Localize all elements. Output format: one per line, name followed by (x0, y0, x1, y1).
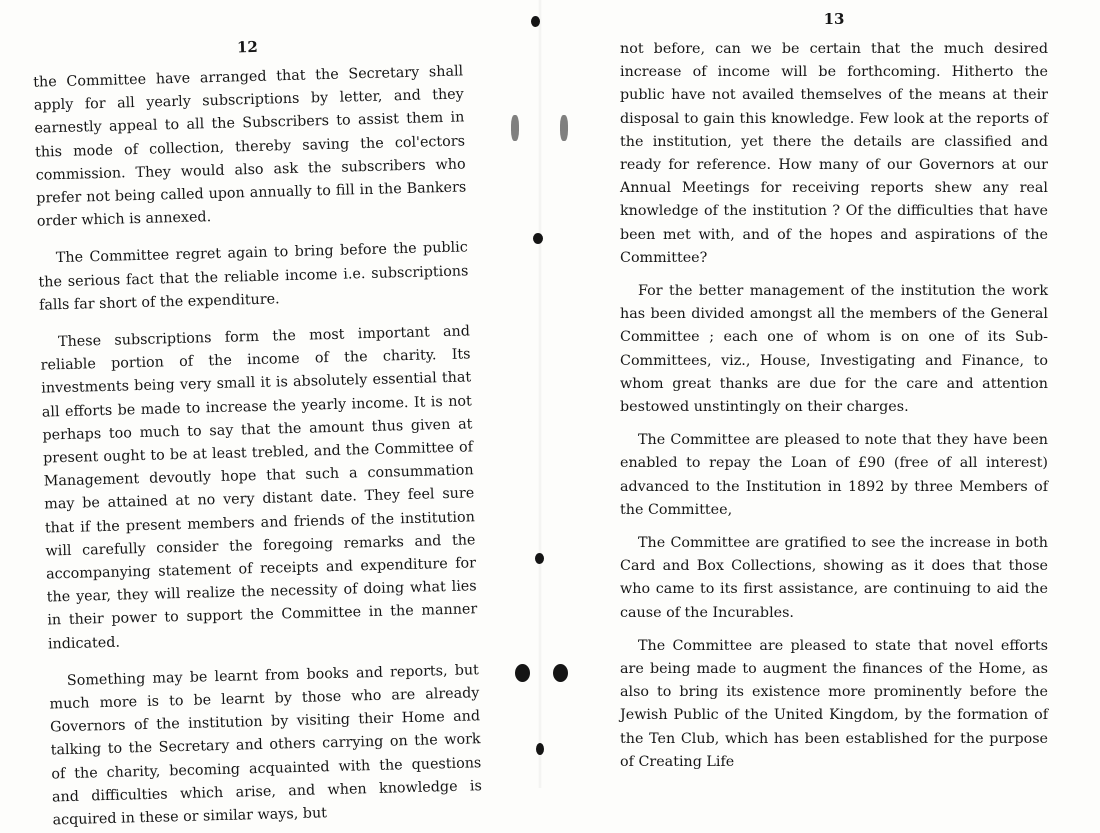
right-paragraph-1: not before, can we be certain that the much desired increase of income will be forthcoming. Hitherto the public have not availed themselves of the means at their disposal to gain this knowledge. Few look at the reports of the institution, yet there the details are classified and ready for reference. How many of our Governors at our Annual Meetings for receiving reports shew any real knowledge of the institution ? Of the difficulties that have been met with, and of the hopes and aspirations of the Committee? (620, 41, 1048, 266)
book-gutter (538, 0, 542, 788)
left-paragraph-1: the Committee have arranged that the Secretary shall apply for all yearly subscriptions by letter, and they earnestly appeal to all the Subscribers to assist them in this mode of collection, thereby saving the col'ectors commission. They would also ask the subscribers who prefer not being called upon annually to fill in the Bankers order which is annexed. (33, 63, 467, 230)
page-number-left: 12 (236, 37, 259, 57)
page-number-right: 13 (823, 10, 845, 28)
right-paragraph-5: The Committee are pleased to state that novel efforts are being made to augment the finances of the Home, as also to bring its existence more prominently before the Jewish Public of the United Kingdom, by the formation of the Ten Club, which has been established for the purpose of Creating Life (620, 637, 1048, 770)
ink-blot-lower-right (553, 664, 568, 682)
ink-blot-bottom (536, 743, 544, 755)
left-paragraph-4: Something may be learnt from books and reports, but much more is to be learnt by those who are already Governors of the institution by visiting their Home and talking to the Secretary and others carrying on the work of the charity, becoming acquainted with the questions and difficulties which arise, and when knowledge is acquired in these or similar ways, but (49, 662, 483, 829)
left-page (32, 32, 483, 829)
right-paragraph-4: The Committee are gratified to see the increase in both Card and Box Collections, showing as it does that those who came to its first assistance, are continuing to aid the cause of the Incurables. (620, 535, 1048, 621)
left-paragraph-2: The Committee regret again to bring before the public the serious fact that the reliable income i.e. subscriptions falls far short of the expenditure. (38, 239, 469, 314)
ink-smear-left (511, 115, 519, 141)
right-paragraph-3: The Committee are pleased to note that they have been enabled to repay the Loan of £90 (free of all interest) advanced to the Institution in 1892 by three Members of the Committee, (620, 432, 1048, 518)
right-page (620, 10, 1048, 780)
ink-blot-mid-upper (533, 233, 543, 244)
ink-blot-top (531, 16, 540, 27)
ink-blot-mid (535, 553, 544, 564)
ink-blot-lower-left (515, 664, 530, 682)
right-paragraph-2: For the better management of the institution the work has been divided amongst all the members of the General Committee ; each one of whom is on one of its Sub-Committees, viz., House, Investigating and Finance, to whom great thanks are due for the care and attention bestowed unstintingly on their charges. (620, 283, 1048, 416)
ink-smear-right (560, 115, 568, 141)
left-paragraph-3: These subscriptions form the most important and reliable portion of the income of the charity. Its investments being very small it is absolutely essential that all efforts be made to increase the yearly income. It is not perhaps too much to say that the amount thus given at present ought to be at least trebled, and the Committee of Management devoutly hope that such a consummation may be attained at no very distant date. They feel sure that if the present members and friends of the institution will carefully consider the foregoing remarks and the accompanying statement of receipts and expenditure for the year, they will realize the necessity of doing what lies in their power to support the Committee in the manner indicated. (40, 323, 478, 653)
